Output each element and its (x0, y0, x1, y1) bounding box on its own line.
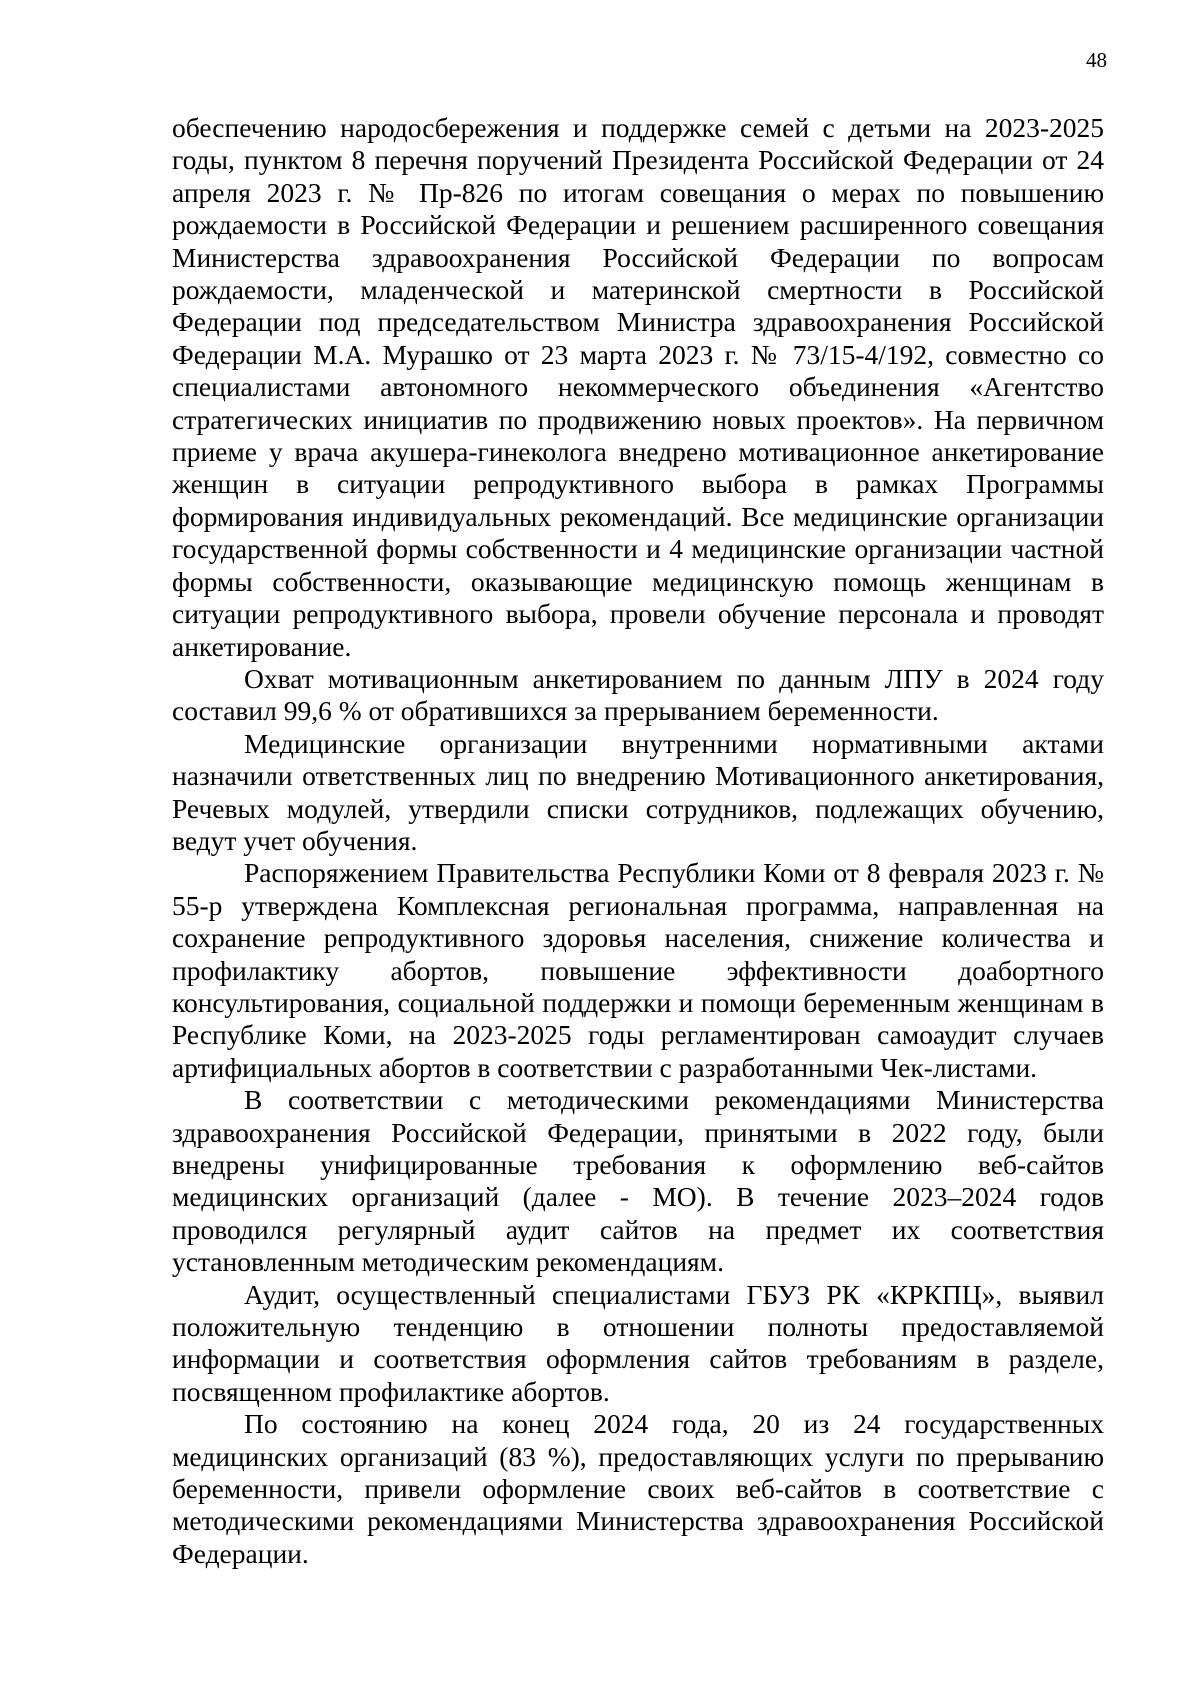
paragraph-survey-coverage: Охват мотивационным анкетированием по данным ЛПУ в 2024 году составил 99,6 % от обратившихся за прерыванием беременности. (172, 662, 1104, 727)
document-body (172, 112, 1104, 1570)
paragraph-responsible-persons: Медицинские организации внутренними нормативными актами назначили ответственных лиц по внедрению Мотивационного анкетирования, Речевых модулей, утвердили списки сотрудников, подлежащих обучению, ведут учет обучения. (172, 727, 1104, 856)
paragraph-audit-results: Аудит, осуществленный специалистами ГБУЗ РК «КРКПЦ», выявил положительную тенденцию в отношении полноты предоставляемой информации и соответствия оформления сайтов требованиям в разделе, посвященном профилактике абортов. (172, 1278, 1104, 1407)
paragraph-website-requirements: В соответствии с методическими рекомендациями Министерства здравоохранения Российской Федерации, принятыми в 2022 году, были внедрены унифицированные требования к оформлению веб-сайтов медицинских организаций (далее - МО). В течение 2023–2024 годов проводился регулярный аудит сайтов на предмет их соответствия установленным методическим рекомендациям. (172, 1084, 1104, 1278)
paragraph-compliance-status: По состоянию на конец 2024 года, 20 из 24 государственных медицинских организаций (83 %), предоставляющих услуги по прерыванию беременности, привели оформление своих веб-сайтов в соответствие с методическими рекомендациями Министерства здравоохранения Российской Федерации. (172, 1408, 1104, 1569)
paragraph-continuation: обеспечению народосбережения и поддержке семей с детьми на 2023-2025 годы, пунктом 8 перечня поручений Президента Российской Федерации от 24 апреля 2023 г. № Пр-826 по итогам совещания о мерах по повышению рождаемости в Российской Федерации и решением расширенного совещания Министерства здравоохранения Российской Федерации по вопросам рождаемости, младенческой и материнской смертности в Российской Федерации под председательством Министра здравоохранения Российской Федерации М.А. Мурашко от 23 марта 2023 г. № 73/15-4/192, совместно со специалистами автономного некоммерческого объединения «Агентство стратегических инициатив по продвижению новых проектов». На первичном приеме у врача акушера-гинеколога внедрено мотивационное анкетирование женщин в ситуации репродуктивного выбора в рамках Программы формирования индивидуальных рекомендаций. Все медицинские организации государственной формы собственности и 4 медицинские организации частной формы собственности, оказывающие медицинскую помощь женщинам в ситуации репродуктивного выбора, провели обучение персонала и проводят анкетирование. (172, 112, 1104, 662)
page-number: 48 (1086, 48, 1107, 72)
paragraph-regional-program: Распоряжением Правительства Республики Коми от 8 февраля 2023 г. № 55-р утверждена Комплексная региональная программа, направленная на сохранение репродуктивного здоровья населения, снижение количества и профилактику абортов, повышение эффективности доабортного консультирования, социальной поддержки и помощи беременным женщинам в Республике Коми, на 2023-2025 годы регламентирован самоаудит случаев артифициальных абортов в соответствии с разработанными Чек-листами. (172, 857, 1104, 1083)
